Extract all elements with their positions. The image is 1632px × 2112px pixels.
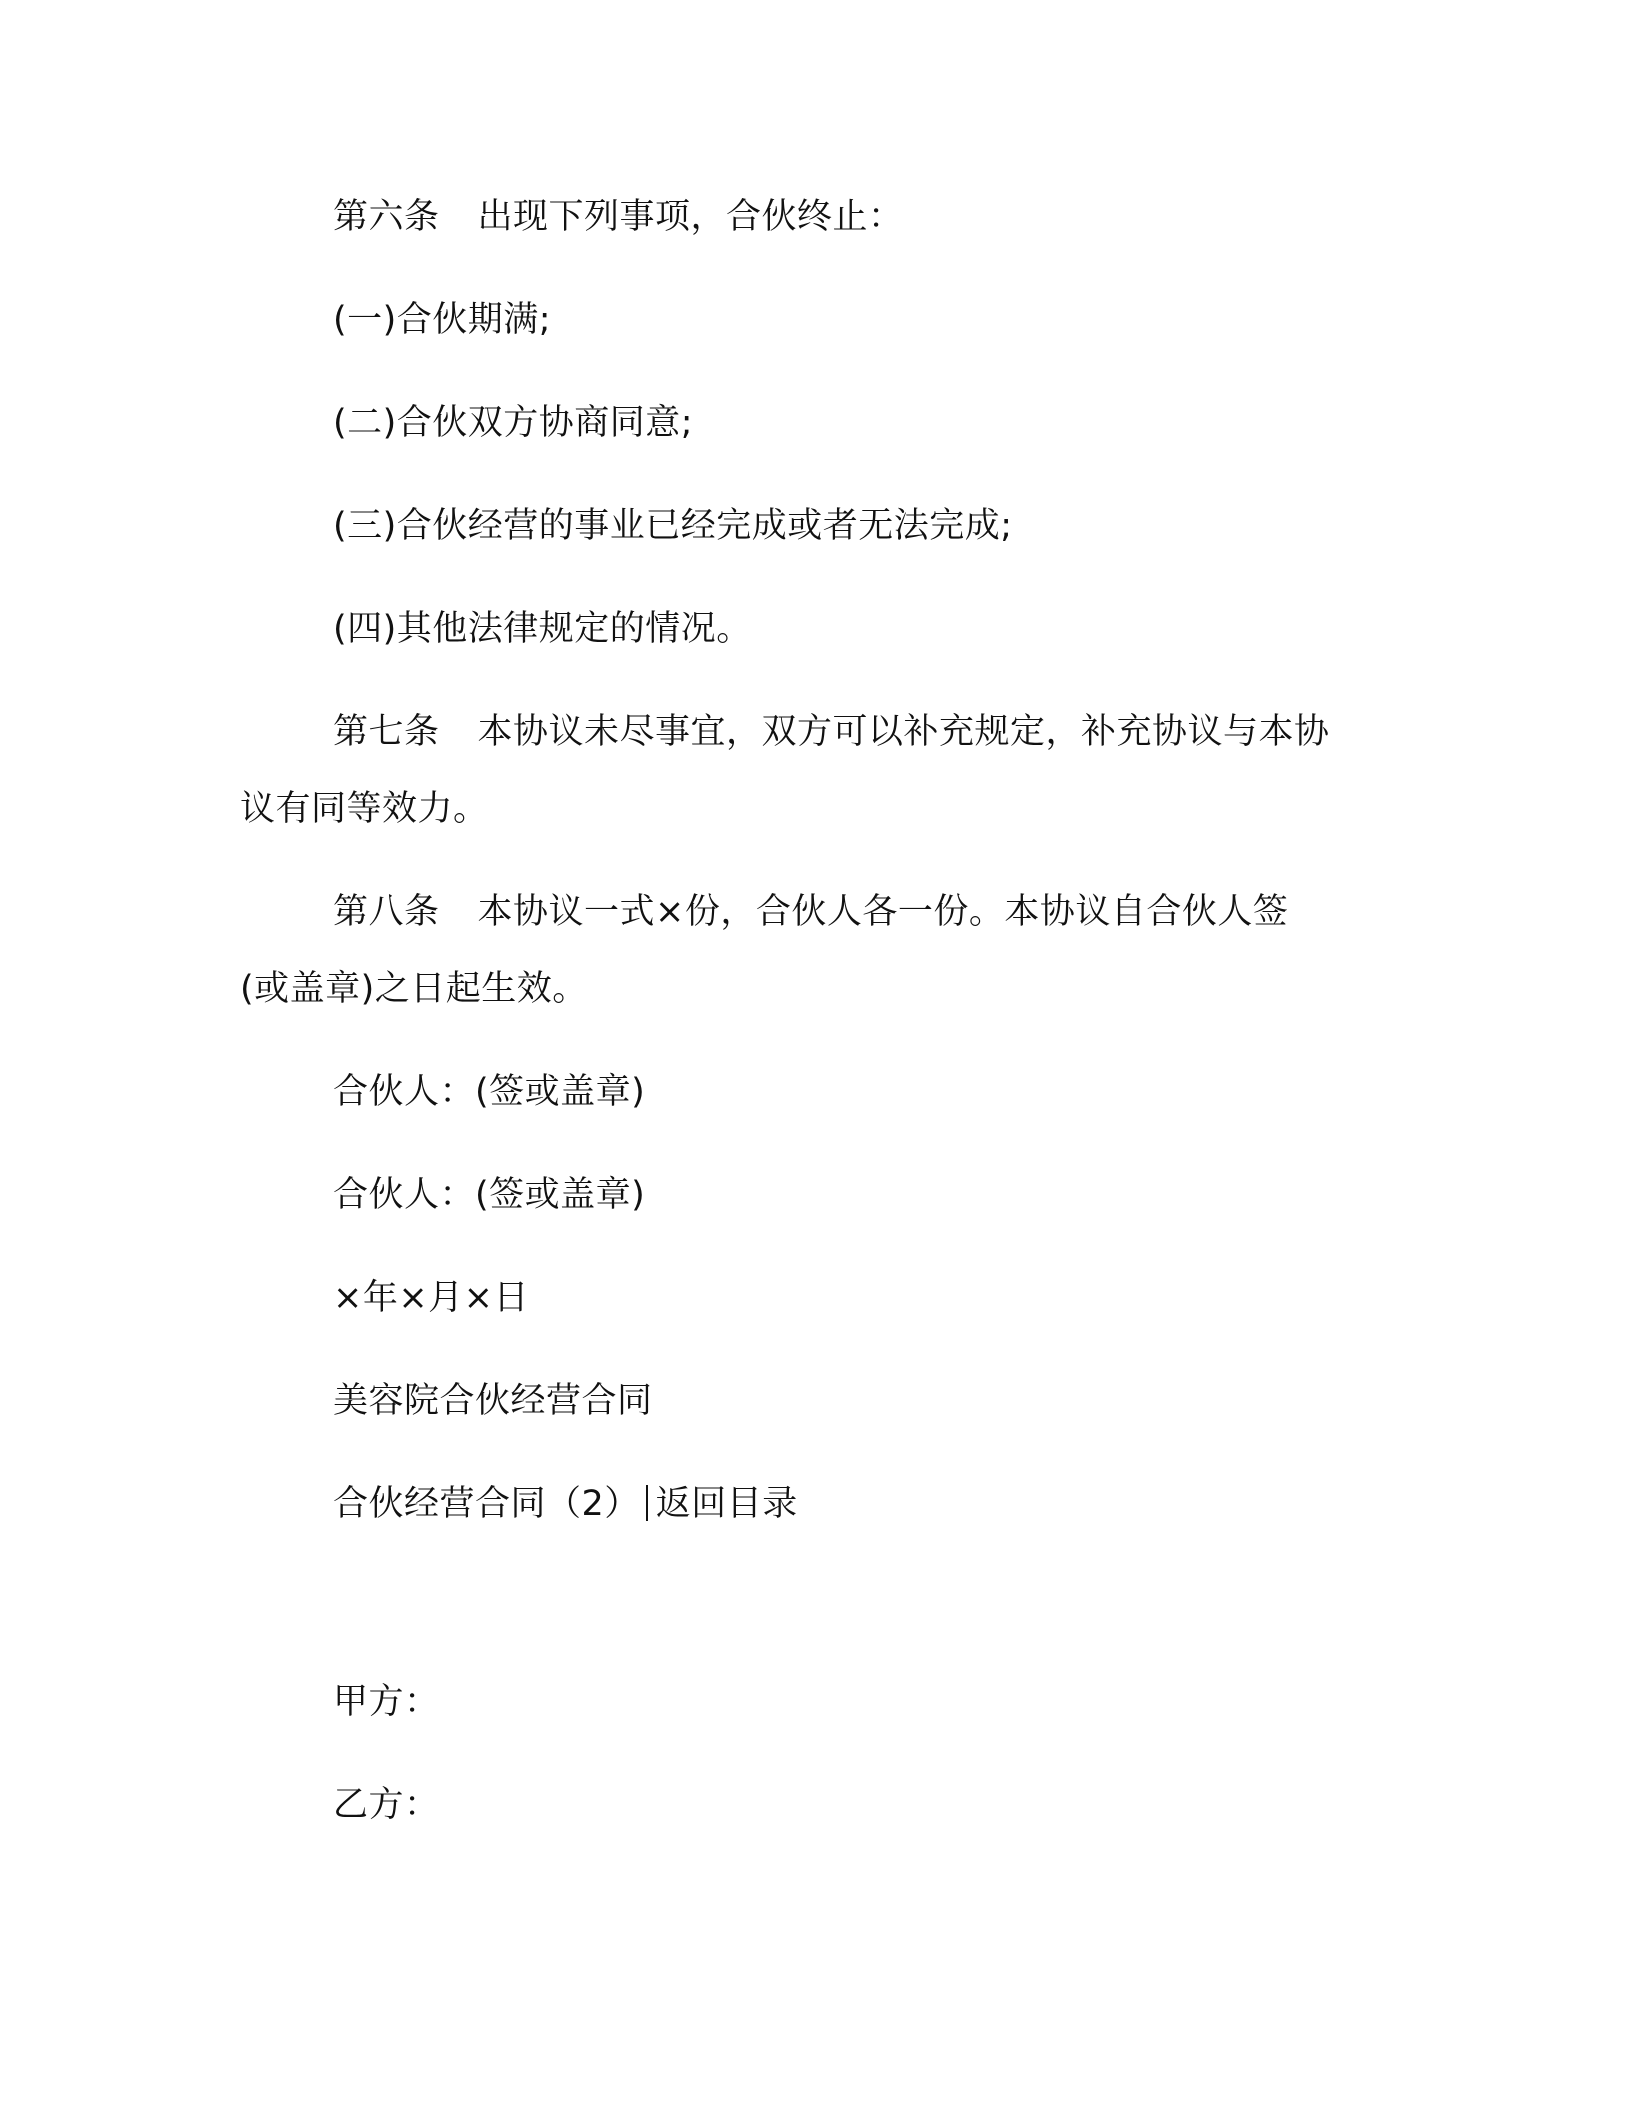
list-item: (四)其他法律规定的情况。 [333,609,752,649]
article-6-heading [333,195,904,239]
article-8-number: 第八条 [333,892,440,932]
list-item: (二)合伙双方协商同意; [333,403,694,443]
party-b-label: 乙方： [333,1785,440,1825]
article-6-text: 出现下列事项，合伙终止： [477,197,904,237]
list-item: (三)合伙经营的事业已经完成或者无法完成; [333,506,1013,546]
back-to-contents-link[interactable]: 返回目录 [655,1484,798,1524]
article-6-number: 第六条 [333,197,440,237]
article-7-number: 第七条 [333,712,440,752]
article-7-line-2: 议有同等效力。 [240,789,489,829]
date-line: ×年×月×日 [333,1278,529,1318]
contract-2-link[interactable]: 合伙经营合同（2） [333,1484,640,1524]
list-item: (一)合伙期满; [333,300,552,340]
next-contract-title: 美容院合伙经营合同 [333,1381,653,1421]
divider [646,1485,648,1521]
signature-line: 合伙人：(签或盖章) [333,1175,646,1215]
article-8-line-2: (或盖章)之日起生效。 [240,969,588,1009]
party-a-label: 甲方： [333,1682,440,1722]
article-8-line-1 [333,890,1288,934]
article-7-text: 本协议未尽事宜，双方可以补充规定，补充协议与本协 [477,712,1330,752]
article-7-line-1 [333,710,1330,754]
article-8-text: 本协议一式×份，合伙人各一份。本协议自合伙人签 [477,892,1289,932]
signature-line: 合伙人：(签或盖章) [333,1072,646,1112]
navigation-links [333,1482,798,1526]
